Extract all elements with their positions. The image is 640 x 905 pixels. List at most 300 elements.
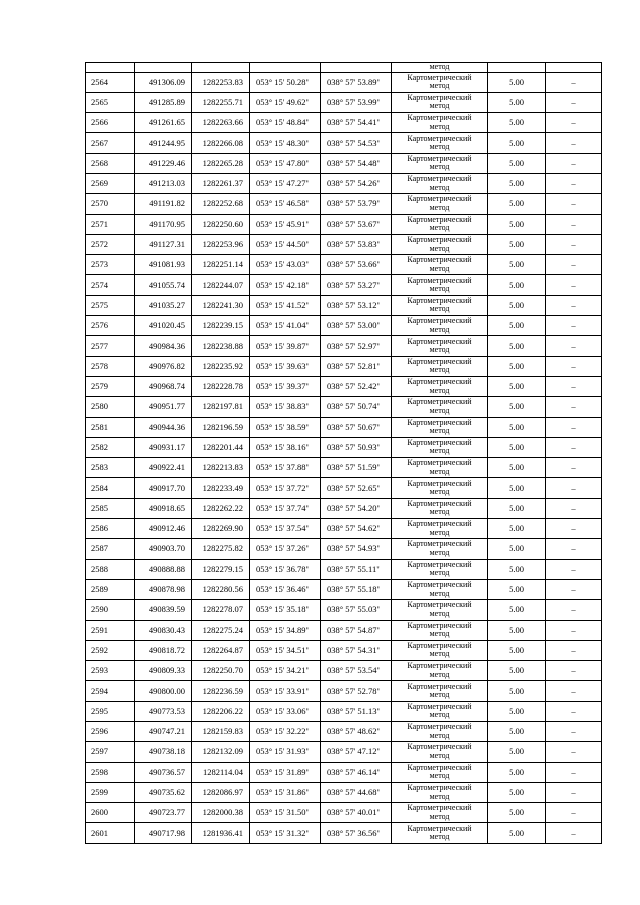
method-line-1: Картометрический [407,783,472,793]
cell-latitude: 053° 15' 32.22" [250,722,321,742]
table-row [86,234,602,254]
cell-method [392,194,488,214]
cell-accuracy: 5.00 [488,579,546,599]
cell-method [392,742,488,762]
method-line-1: Картометрический [407,803,472,813]
method-line-2: метод [429,446,450,456]
cell-dash: – [546,92,602,112]
table-row [86,356,602,376]
table-row [86,519,602,539]
cell-x-coordinate: 490888.88 [135,559,192,579]
cell-y-coordinate: 1282280.56 [192,579,250,599]
cell-y-coordinate: 1282264.87 [192,640,250,660]
method-line-2: метод [429,324,450,334]
cell-latitude: 053° 15' 31.93" [250,742,321,762]
cell-accuracy: 5.00 [488,620,546,640]
cell-y-coordinate: 1282252.68 [192,194,250,214]
cell-y-coordinate: 1282233.49 [192,478,250,498]
cell-latitude: 053° 15' 50.28" [250,72,321,92]
method-line-2: метод [429,487,450,497]
cell-method [392,255,488,275]
cell-longitude: 038° 57' 54.87" [321,620,392,640]
method-line-1: Картометрический [407,133,472,143]
method-line-2: метод [429,101,450,111]
cell-accuracy: 5.00 [488,397,546,417]
cell-point-number: 2583 [86,458,135,478]
cell-accuracy: 5.00 [488,701,546,721]
method-line-2: метод [429,182,450,192]
cell-method [392,92,488,112]
cell-y-coordinate: 1282235.92 [192,356,250,376]
cell-x-coordinate: 490830.43 [135,620,192,640]
cell-x-coordinate: 490984.36 [135,336,192,356]
cell-x-coordinate: 491127.31 [135,234,192,254]
method-line-1: Картометрический [407,72,472,82]
cell-latitude: 053° 15' 39.87" [250,336,321,356]
cell-longitude: 038° 57' 54.20" [321,498,392,518]
method-line-2: метод [429,690,450,700]
cell-accuracy: 5.00 [488,72,546,92]
table-row-continued [86,63,602,73]
cell-accuracy: 5.00 [488,295,546,315]
method-line-1: Картометрический [407,275,472,285]
cell-longitude: 038° 57' 54.26" [321,173,392,193]
cell-y-coordinate: 1282263.66 [192,113,250,133]
cell-latitude: 053° 15' 37.88" [250,458,321,478]
method-line-1: Картометрический [407,255,472,265]
method-line-2: метод [429,162,450,172]
table-row [86,701,602,721]
method-line-2: метод [429,304,450,314]
method-line-1: Картометрический [407,458,472,468]
cell-latitude: 053° 15' 34.51" [250,640,321,660]
cell-dash: – [546,336,602,356]
cell-accuracy: 5.00 [488,519,546,539]
cell-y-coordinate: 1282196.59 [192,417,250,437]
cell-x-coordinate: 490951.77 [135,397,192,417]
method-line-1: Картометрический [407,397,472,407]
cell-latitude: 053° 15' 33.06" [250,701,321,721]
cell-method [392,234,488,254]
cell-x-coordinate: 490738.18 [135,742,192,762]
method-line-2: метод [429,730,450,740]
cell-point-number: 2600 [86,803,135,823]
cell-accuracy: 5.00 [488,356,546,376]
cell-method [392,153,488,173]
cell-latitude: 053° 15' 41.04" [250,316,321,336]
cell-y-coordinate: 1282251.14 [192,255,250,275]
method-line-1: Картометрический [407,498,472,508]
method-line-1: Картометрический [407,519,472,529]
method-line-1: Картометрический [407,640,472,650]
cell-y-coordinate: 1282266.08 [192,133,250,153]
cell-point-number: 2574 [86,275,135,295]
cell-longitude: 038° 57' 50.67" [321,417,392,437]
cell-x-coordinate: 490912.46 [135,519,192,539]
table-row [86,275,602,295]
cell-longitude: 038° 57' 52.78" [321,681,392,701]
cell-point-number: 2598 [86,762,135,782]
cell-latitude: 053° 15' 42.18" [250,275,321,295]
method-line-2: метод [429,547,450,557]
table-row [86,803,602,823]
cell-longitude: 038° 57' 48.62" [321,722,392,742]
cell-dash: – [546,458,602,478]
cell-method [392,275,488,295]
cell-method [392,620,488,640]
method-line-1: Картометрический [407,437,472,447]
cell-x-coordinate: 491261.65 [135,113,192,133]
table-row [86,762,602,782]
cell-accuracy: 5.00 [488,336,546,356]
method-line-2: метод [429,345,450,354]
cell-point-number: 2601 [86,823,135,843]
cell-latitude: 053° 15' 45.91" [250,214,321,234]
cell-point-number: 2570 [86,194,135,214]
cell-method [392,417,488,437]
method-line-1: Картометрический [407,681,472,691]
cell-longitude: 038° 57' 52.42" [321,376,392,396]
cell-point-number: 2576 [86,316,135,336]
table-row [86,478,602,498]
cell-y-coordinate: 1282261.37 [192,173,250,193]
cell-point-number: 2567 [86,133,135,153]
cell-latitude: 053° 15' 31.50" [250,803,321,823]
cell-x-coordinate: 490717.98 [135,823,192,843]
method-line-2: метод [429,202,450,212]
table-row [86,620,602,640]
cell-longitude: 038° 57' 54.62" [321,519,392,539]
table-row [86,72,602,92]
cell-dash: – [546,133,602,153]
cell-method [392,376,488,396]
cell-dash: – [546,722,602,742]
cell-method [392,173,488,193]
cell-longitude: 038° 57' 54.93" [321,539,392,559]
cell-blank [135,63,192,73]
cell-method [392,640,488,660]
cell-longitude: 038° 57' 55.11" [321,559,392,579]
table-row [86,600,602,620]
cell-x-coordinate: 491035.27 [135,295,192,315]
cell-accuracy: 5.00 [488,153,546,173]
cell-dash: – [546,417,602,437]
cell-x-coordinate: 491170.95 [135,214,192,234]
cell-y-coordinate: 1282132.09 [192,742,250,762]
cell-accuracy: 5.00 [488,600,546,620]
method-line-2: метод [429,284,450,294]
method-line-2: метод [429,223,450,233]
method-line-2: метод [429,507,450,517]
cell-dash: – [546,640,602,660]
cell-dash: – [546,478,602,498]
cell-method [392,803,488,823]
cell-blank [546,63,602,73]
cell-dash: – [546,823,602,843]
cell-x-coordinate: 490839.59 [135,600,192,620]
cell-accuracy: 5.00 [488,458,546,478]
cell-latitude: 053° 15' 36.78" [250,559,321,579]
method-line-2: метод [429,121,450,131]
cell-dash: – [546,295,602,315]
table-row [86,194,602,214]
cell-y-coordinate: 1282114.04 [192,762,250,782]
cell-method [392,579,488,599]
cell-x-coordinate: 490735.62 [135,782,192,802]
table-row [86,397,602,417]
cell-y-coordinate: 1282265.28 [192,153,250,173]
coordinates-table [85,62,602,844]
cell-x-coordinate: 490903.70 [135,539,192,559]
cell-point-number: 2571 [86,214,135,234]
cell-dash: – [546,173,602,193]
cell-accuracy: 5.00 [488,316,546,336]
cell-accuracy: 5.00 [488,722,546,742]
cell-dash: – [546,356,602,376]
cell-dash: – [546,498,602,518]
cell-latitude: 053° 15' 47.27" [250,173,321,193]
table-row [86,782,602,802]
cell-y-coordinate: 1282236.59 [192,681,250,701]
method-line-2: метод [429,669,450,679]
method-line-1: Картометрический [407,620,472,630]
cell-method [392,133,488,153]
cell-longitude: 038° 57' 53.54" [321,661,392,681]
cell-accuracy: 5.00 [488,92,546,112]
cell-x-coordinate: 490747.21 [135,722,192,742]
method-line-2: метод [429,608,450,618]
cell-accuracy: 5.00 [488,559,546,579]
cell-latitude: 053° 15' 36.46" [250,579,321,599]
cell-latitude: 053° 15' 49.62" [250,92,321,112]
table-row [86,153,602,173]
cell-longitude: 038° 57' 51.59" [321,458,392,478]
cell-point-number: 2582 [86,437,135,457]
cell-y-coordinate: 1282086.97 [192,782,250,802]
method-line-2: метод [429,385,450,395]
cell-latitude: 053° 15' 35.18" [250,600,321,620]
cell-method [392,478,488,498]
cell-x-coordinate: 490976.82 [135,356,192,376]
cell-dash: – [546,214,602,234]
cell-y-coordinate: 1282241.30 [192,295,250,315]
cell-x-coordinate: 490773.53 [135,701,192,721]
cell-dash: – [546,255,602,275]
cell-y-coordinate: 1282244.07 [192,275,250,295]
table-row [86,579,602,599]
table-row [86,113,602,133]
table-body [86,63,602,844]
cell-x-coordinate: 490878.98 [135,579,192,599]
cell-point-number: 2575 [86,295,135,315]
cell-method [392,559,488,579]
method-line-1: Картометрический [407,823,472,833]
cell-blank [488,63,546,73]
cell-latitude: 053° 15' 31.32" [250,823,321,843]
cell-method [392,336,488,356]
cell-method [392,782,488,802]
cell-method [392,356,488,376]
cell-longitude: 038° 57' 55.18" [321,579,392,599]
cell-point-number: 2591 [86,620,135,640]
cell-longitude: 038° 57' 53.89" [321,72,392,92]
cell-method [392,519,488,539]
cell-dash: – [546,275,602,295]
cell-longitude: 038° 57' 53.27" [321,275,392,295]
cell-accuracy: 5.00 [488,661,546,681]
table-row [86,681,602,701]
cell-longitude: 038° 57' 44.68" [321,782,392,802]
method-line-2: метод [429,710,450,720]
cell-y-coordinate: 1282250.70 [192,661,250,681]
cell-point-number: 2579 [86,376,135,396]
cell-accuracy: 5.00 [488,173,546,193]
method-line-2: метод [429,791,450,801]
cell-method [392,823,488,843]
cell-longitude: 038° 57' 52.65" [321,478,392,498]
table-row [86,92,602,112]
cell-dash: – [546,600,602,620]
cell-latitude: 053° 15' 41.52" [250,295,321,315]
cell-point-number: 2564 [86,72,135,92]
cell-dash: – [546,803,602,823]
table-row [86,498,602,518]
cell-longitude: 038° 57' 50.74" [321,397,392,417]
cell-y-coordinate: 1282213.83 [192,458,250,478]
table-row [86,173,602,193]
method-line-2: метод [429,629,450,639]
method-line-2: метод [429,771,450,781]
cell-point-number: 2578 [86,356,135,376]
method-line-1: Картометрический [407,478,472,488]
cell-method [392,681,488,701]
cell-x-coordinate: 490918.65 [135,498,192,518]
cell-longitude: 038° 57' 54.48" [321,153,392,173]
cell-y-coordinate: 1282197.81 [192,397,250,417]
cell-accuracy: 5.00 [488,539,546,559]
method-line-1: Картометрический [407,377,472,387]
cell-point-number: 2584 [86,478,135,498]
table-row [86,295,602,315]
cell-x-coordinate: 490736.57 [135,762,192,782]
cell-y-coordinate: 1282201.44 [192,437,250,457]
method-line-2: метод [429,811,450,821]
cell-blank [86,63,135,73]
cell-dash: – [546,762,602,782]
method-line-1: Картометрический [407,214,472,224]
cell-point-number: 2577 [86,336,135,356]
cell-longitude: 038° 57' 52.81" [321,356,392,376]
cell-dash: – [546,316,602,336]
cell-latitude: 053° 15' 38.59" [250,417,321,437]
cell-dash: – [546,742,602,762]
method-line-1: Картометрический [407,295,472,305]
cell-dash: – [546,559,602,579]
cell-longitude: 038° 57' 54.53" [321,133,392,153]
cell-longitude: 038° 57' 54.31" [321,640,392,660]
method-line-1: Картометрический [407,92,472,102]
cell-point-number: 2573 [86,255,135,275]
cell-accuracy: 5.00 [488,823,546,843]
cell-point-number: 2588 [86,559,135,579]
cell-x-coordinate: 491055.74 [135,275,192,295]
cell-latitude: 053° 15' 47.80" [250,153,321,173]
method-line-2: метод [429,527,450,537]
cell-y-coordinate: 1282275.82 [192,539,250,559]
cell-longitude: 038° 57' 51.13" [321,701,392,721]
cell-accuracy: 5.00 [488,803,546,823]
cell-accuracy: 5.00 [488,275,546,295]
method-line-2: метод [429,466,450,476]
cell-latitude: 053° 15' 48.30" [250,133,321,153]
method-line-1: Картометрический [407,316,472,326]
cell-method [392,701,488,721]
cell-dash: – [546,376,602,396]
method-line-2: метод [429,649,450,659]
table-row [86,214,602,234]
cell-method [392,295,488,315]
table-row [86,539,602,559]
cell-x-coordinate: 490968.74 [135,376,192,396]
cell-x-coordinate: 490931.17 [135,437,192,457]
method-line-2: метод [429,81,450,91]
cell-point-number: 2568 [86,153,135,173]
cell-longitude: 038° 57' 53.79" [321,194,392,214]
cell-latitude: 053° 15' 39.63" [250,356,321,376]
cell-x-coordinate: 490818.72 [135,640,192,660]
method-line-2: метод [429,750,450,760]
cell-dash: – [546,701,602,721]
cell-point-number: 2599 [86,782,135,802]
cell-latitude: 053° 15' 34.89" [250,620,321,640]
table-row [86,640,602,660]
table-row [86,316,602,336]
cell-point-number: 2589 [86,579,135,599]
cell-dash: – [546,661,602,681]
cell-longitude: 038° 57' 53.99" [321,92,392,112]
cell-longitude: 038° 57' 36.56" [321,823,392,843]
method-line-1: Картометрический [407,661,472,671]
cell-method [392,722,488,742]
cell-accuracy: 5.00 [488,478,546,498]
cell-point-number: 2594 [86,681,135,701]
cell-y-coordinate: 1282279.15 [192,559,250,579]
cell-y-coordinate: 1282253.83 [192,72,250,92]
cell-y-coordinate: 1282262.22 [192,498,250,518]
cell-point-number: 2590 [86,600,135,620]
cell-x-coordinate: 490800.00 [135,681,192,701]
cell-dash: – [546,681,602,701]
cell-x-coordinate: 491191.82 [135,194,192,214]
cell-method [392,113,488,133]
cell-longitude: 038° 57' 40.01" [321,803,392,823]
cell-accuracy: 5.00 [488,742,546,762]
cell-latitude: 053° 15' 38.83" [250,397,321,417]
method-line-1: Картометрический [407,742,472,752]
cell-dash: – [546,519,602,539]
method-line-1: Картометрический [407,336,472,346]
cell-point-number: 2581 [86,417,135,437]
method-line-2: метод [429,142,450,152]
table-row [86,376,602,396]
method-line-2: метод [429,588,450,598]
cell-method: метод [392,63,488,73]
cell-latitude: 053° 15' 31.86" [250,782,321,802]
cell-latitude: 053° 15' 37.74" [250,498,321,518]
method-line-1: Картометрический [407,235,472,245]
method-line-1: Картометрический [407,113,472,123]
cell-point-number: 2569 [86,173,135,193]
